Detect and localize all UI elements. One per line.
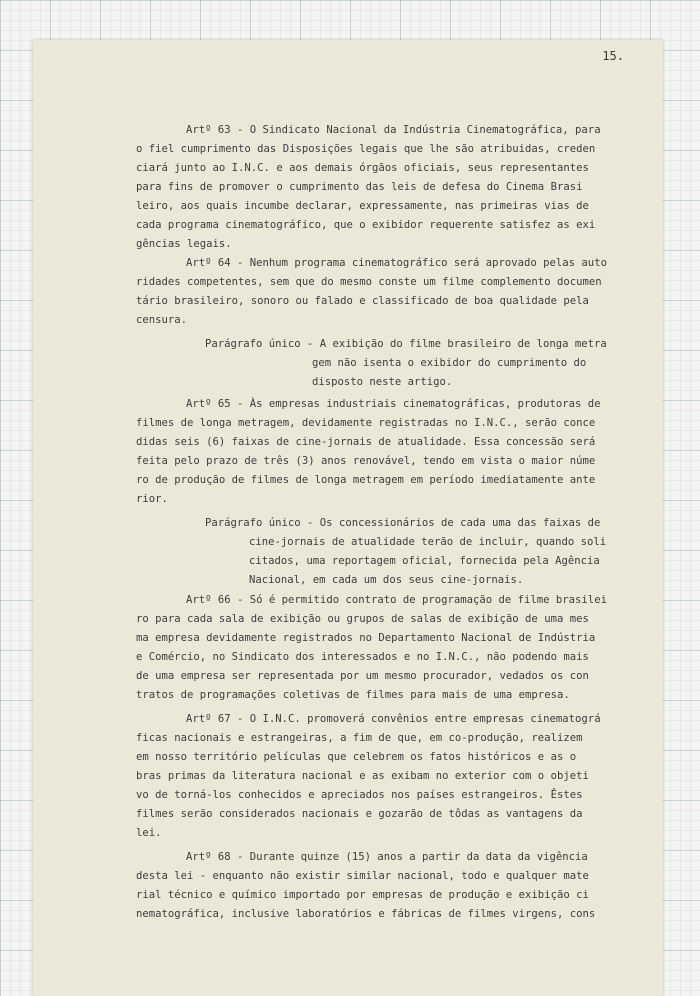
text-line: Artº 68 - Durante quinze (15) anos a partir da data da vigência (186, 851, 588, 863)
text-line: cada programa cinematográfico, que o exibidor requerente satisfez as exi (136, 219, 596, 231)
text-line: ma empresa devidamente registrados no Departamento Nacional de Indústria (136, 632, 596, 644)
text-line: em nosso território películas que celebrem os fatos históricos e as o (136, 751, 577, 763)
text-line: ro de produção de filmes de longa metragem em período imediatamente ante (136, 474, 596, 486)
text-line: disposto neste artigo. (312, 376, 453, 388)
text-line: citados, uma reportagem oficial, fornecida pela Agência (249, 555, 600, 567)
text-line: Nacional, em cada um dos seus cine-jornais. (249, 574, 524, 586)
text-line: ridades competentes, sem que do mesmo conste um filme complemento documen (136, 276, 602, 288)
text-line: nematográfica, inclusive laboratórios e fábricas de filmes virgens, cons (136, 908, 596, 920)
text-line: Artº 64 - Nenhum programa cinematográfico será aprovado pelas auto (186, 257, 607, 269)
text-line: Parágrafo único - A exibição do filme brasileiro de longa metra (205, 338, 607, 350)
text-line: tário brasileiro, sonoro ou falado e classificado de boa qualidade pela (136, 295, 589, 307)
text-line: desta lei - enquanto não existir similar nacional, todo e qualquer mate (136, 870, 589, 882)
text-line: gem não isenta o exibidor do cumprimento do (312, 357, 587, 369)
text-line: cine-jornais de atualidade terão de incluir, quando soli (249, 536, 607, 548)
text-line: o fiel cumprimento das Disposições legais que lhe são atribuidas, creden (136, 143, 596, 155)
text-line: vo de torná-los conhecidos e apreciados nos países estrangeiros. Êstes (136, 789, 583, 801)
text-line: gências legais. (136, 238, 232, 250)
text-line: lei. (136, 827, 162, 839)
text-line: ciará junto ao I.N.C. e aos demais órgãos oficiais, seus representantes (136, 162, 589, 174)
text-line: rior. (136, 493, 168, 505)
text-line: Artº 67 - O I.N.C. promoverá convênios entre empresas cinematográ (186, 713, 601, 725)
text-line: tratos de programações coletivas de filmes para mais de uma empresa. (136, 689, 570, 701)
text-line: filmes serão considerados nacionais e gozarão de tôdas as vantagens da (136, 808, 583, 820)
text-line: ro para cada sala de exibição ou grupos de salas de exibição de uma mes (136, 613, 589, 625)
text-line: para fins de promover o cumprimento das leis de defesa do Cinema Brasi (136, 181, 583, 193)
text-line: Parágrafo único - Os concessionários de cada uma das faixas de (205, 517, 601, 529)
text-line: de uma empresa ser representada por um mesmo procurador, vedados os con (136, 670, 589, 682)
text-line: censura. (136, 314, 188, 326)
text-line: didas seis (6) faixas de cine-jornais de atualidade. Essa concessão será (136, 436, 596, 448)
text-line: ficas nacionais e estrangeiras, a fim de que, em co-produção, realizem (136, 732, 583, 744)
text-line: e Comércio, no Sindicato dos interessados e no I.N.C., não podendo mais (136, 651, 589, 663)
text-line: Artº 65 - Às empresas industriais cinematográficas, produtoras de (186, 398, 601, 410)
text-line: rial técnico e químico importado por empresas de produção e exibição ci (136, 889, 589, 901)
text-line: bras primas da literatura nacional e as exibam no exterior com o objeti (136, 770, 589, 782)
text-line: filmes de longa metragem, devidamente registradas no I.N.C., serão conce (136, 417, 596, 429)
text-line: Artº 63 - O Sindicato Nacional da Indústria Cinematográfica, para (186, 124, 601, 136)
text-line: Artº 66 - Só é permitido contrato de programação de filme brasilei (186, 594, 607, 606)
text-line: leiro, aos quais incumbe declarar, expressamente, nas primeiras vias de (136, 200, 589, 212)
text-line: feita pelo prazo de três (3) anos renovável, tendo em vista o maior núme (136, 455, 596, 467)
page-number: 15. (602, 49, 624, 63)
